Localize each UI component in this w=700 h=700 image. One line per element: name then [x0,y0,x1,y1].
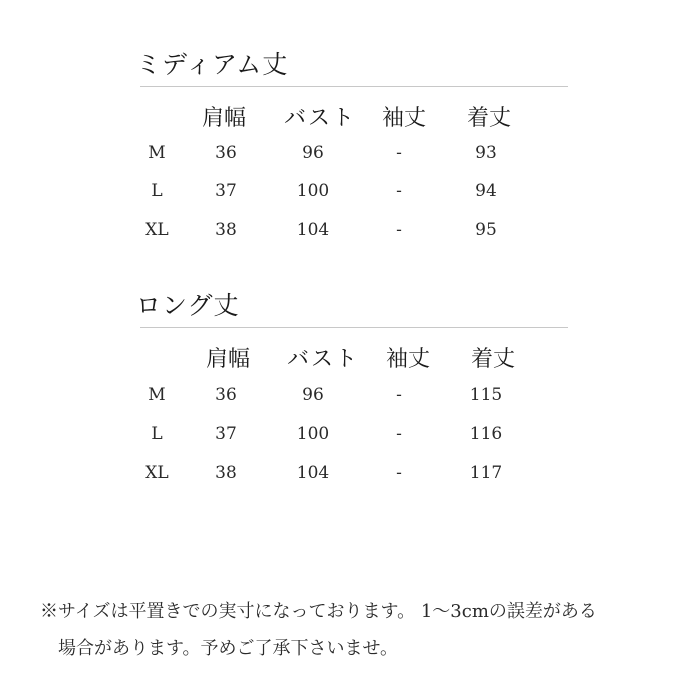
table-cell: 104 [296,463,330,483]
table-cell: 38 [215,463,237,483]
table-cell: - [396,424,402,444]
table-cell: 37 [215,424,237,444]
divider [140,86,568,87]
note-line-2: 場合があります。予めご了承下さいませ。 [58,638,399,659]
table-cell: 36 [215,143,237,163]
row-size-label: XL [145,220,169,240]
header-bust: バスト [286,347,359,372]
header-sleeve: 袖丈 [385,347,430,372]
row-size-label: XL [145,463,169,483]
table-cell: - [396,463,402,483]
header-length: 着丈 [470,347,515,372]
table-cell: 38 [215,220,237,240]
table-cell: 36 [215,385,237,405]
row-size-label: M [148,385,166,405]
row-size-label: M [148,143,166,163]
table-cell: 104 [296,220,330,240]
note-line-1: ※サイズは平置きでの実寸になっております。 1〜3cmの誤差がある [40,601,597,622]
table-cell: 96 [302,143,324,163]
table-cell: - [396,385,402,405]
table-cell: 100 [296,424,330,444]
section-title-medium: ミディアム丈 [136,50,289,79]
table-cell: 93 [475,143,497,163]
table-cell: 94 [475,181,497,201]
divider [140,327,568,328]
header-length: 着丈 [466,106,511,131]
table-cell: 116 [469,424,503,444]
section-title-long: ロング丈 [136,291,240,320]
table-cell: 95 [475,220,497,240]
table-cell: - [396,181,402,201]
row-size-label: L [151,424,163,444]
table-cell: - [396,220,402,240]
table-cell: 100 [296,181,330,201]
header-sleeve: 袖丈 [381,106,426,131]
header-bust: バスト [283,106,356,131]
table-cell: 96 [302,385,324,405]
table-cell: 115 [469,385,503,405]
table-cell: 37 [215,181,237,201]
table-cell: 117 [469,463,503,483]
header-shoulder: 肩幅 [205,347,250,372]
table-cell: - [396,143,402,163]
row-size-label: L [151,181,163,201]
header-shoulder: 肩幅 [201,106,246,131]
